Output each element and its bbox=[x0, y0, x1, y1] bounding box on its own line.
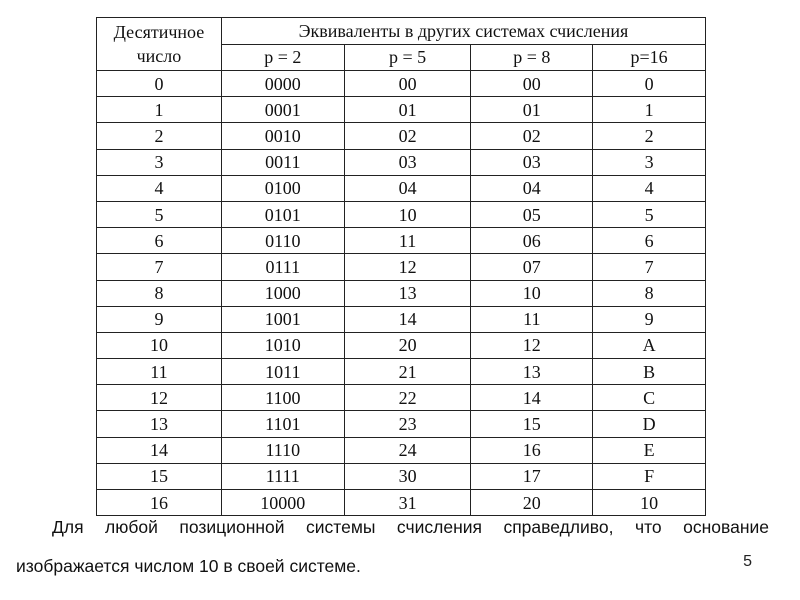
cell-base-16: C bbox=[593, 385, 706, 411]
cell-base-8: 17 bbox=[471, 463, 593, 489]
cell-base-8: 20 bbox=[471, 490, 593, 516]
table-row bbox=[97, 280, 706, 306]
cell-base-5: 24 bbox=[344, 437, 471, 463]
cell-base-5: 23 bbox=[344, 411, 471, 437]
cell-base-2: 0100 bbox=[221, 175, 344, 201]
cell-base-2: 1111 bbox=[221, 463, 344, 489]
header-base-5: p = 5 bbox=[344, 44, 471, 71]
table-row bbox=[97, 411, 706, 437]
cell-base-8: 06 bbox=[471, 228, 593, 254]
cell-decimal: 15 bbox=[97, 463, 222, 489]
table-row bbox=[97, 254, 706, 280]
cell-base-16: 5 bbox=[593, 201, 706, 227]
cell-base-16: 6 bbox=[593, 228, 706, 254]
cell-base-2: 1000 bbox=[221, 280, 344, 306]
table-row bbox=[97, 71, 706, 97]
header-decimal-number bbox=[97, 18, 222, 71]
header-base-16: p=16 bbox=[593, 44, 706, 71]
header-decimal-line1: Десятичное bbox=[113, 22, 205, 42]
header-base-2: p = 2 bbox=[221, 44, 344, 71]
cell-base-5: 20 bbox=[344, 332, 471, 358]
table-row bbox=[97, 463, 706, 489]
cell-base-16: 7 bbox=[593, 254, 706, 280]
cell-base-16: 4 bbox=[593, 175, 706, 201]
table-row bbox=[97, 359, 706, 385]
cell-base-5: 14 bbox=[344, 306, 471, 332]
cell-base-16: 0 bbox=[593, 71, 706, 97]
cell-base-8: 16 bbox=[471, 437, 593, 463]
cell-base-2: 1001 bbox=[221, 306, 344, 332]
cell-base-8: 14 bbox=[471, 385, 593, 411]
cell-decimal: 8 bbox=[97, 280, 222, 306]
cell-decimal: 4 bbox=[97, 175, 222, 201]
note-line-2: изображается числом 10 в своей системе. bbox=[16, 556, 361, 576]
table-row bbox=[97, 123, 706, 149]
header-row bbox=[97, 18, 706, 45]
cell-decimal: 11 bbox=[97, 359, 222, 385]
table-row bbox=[97, 97, 706, 123]
table-row bbox=[97, 490, 706, 516]
cell-base-2: 1011 bbox=[221, 359, 344, 385]
number-systems-table bbox=[96, 17, 706, 516]
cell-base-8: 01 bbox=[471, 97, 593, 123]
cell-base-16: 1 bbox=[593, 97, 706, 123]
cell-base-2: 1010 bbox=[221, 332, 344, 358]
cell-base-16: 8 bbox=[593, 280, 706, 306]
cell-base-5: 01 bbox=[344, 97, 471, 123]
table-row bbox=[97, 306, 706, 332]
cell-decimal: 3 bbox=[97, 149, 222, 175]
cell-base-2: 0110 bbox=[221, 228, 344, 254]
cell-base-5: 00 bbox=[344, 71, 471, 97]
cell-base-8: 11 bbox=[471, 306, 593, 332]
table-row bbox=[97, 201, 706, 227]
cell-base-2: 10000 bbox=[221, 490, 344, 516]
cell-base-16: F bbox=[593, 463, 706, 489]
cell-base-2: 0000 bbox=[221, 71, 344, 97]
cell-base-8: 15 bbox=[471, 411, 593, 437]
cell-base-8: 07 bbox=[471, 254, 593, 280]
cell-base-16: 3 bbox=[593, 149, 706, 175]
cell-base-2: 0101 bbox=[221, 201, 344, 227]
cell-base-16: 10 bbox=[593, 490, 706, 516]
cell-base-2: 0111 bbox=[221, 254, 344, 280]
header-equivalents: Эквиваленты в других системах счисления bbox=[221, 18, 705, 45]
cell-base-16: 2 bbox=[593, 123, 706, 149]
cell-base-5: 10 bbox=[344, 201, 471, 227]
cell-decimal: 7 bbox=[97, 254, 222, 280]
cell-base-8: 02 bbox=[471, 123, 593, 149]
header-base-8: p = 8 bbox=[471, 44, 593, 71]
cell-base-2: 1101 bbox=[221, 411, 344, 437]
cell-decimal: 2 bbox=[97, 123, 222, 149]
cell-base-8: 12 bbox=[471, 332, 593, 358]
cell-base-16: D bbox=[593, 411, 706, 437]
cell-base-8: 03 bbox=[471, 149, 593, 175]
table-row bbox=[97, 228, 706, 254]
cell-base-2: 1100 bbox=[221, 385, 344, 411]
cell-base-5: 22 bbox=[344, 385, 471, 411]
cell-base-5: 21 bbox=[344, 359, 471, 385]
cell-base-5: 11 bbox=[344, 228, 471, 254]
cell-base-5: 03 bbox=[344, 149, 471, 175]
cell-base-5: 13 bbox=[344, 280, 471, 306]
cell-decimal: 0 bbox=[97, 71, 222, 97]
cell-base-5: 31 bbox=[344, 490, 471, 516]
cell-base-2: 0001 bbox=[221, 97, 344, 123]
cell-decimal: 6 bbox=[97, 228, 222, 254]
cell-base-2: 1110 bbox=[221, 437, 344, 463]
cell-base-5: 30 bbox=[344, 463, 471, 489]
page-number: 5 bbox=[743, 553, 752, 570]
cell-base-16: B bbox=[593, 359, 706, 385]
cell-decimal: 10 bbox=[97, 332, 222, 358]
table-row bbox=[97, 437, 706, 463]
cell-base-16: A bbox=[593, 332, 706, 358]
cell-base-5: 04 bbox=[344, 175, 471, 201]
cell-base-5: 12 bbox=[344, 254, 471, 280]
cell-decimal: 16 bbox=[97, 490, 222, 516]
cell-base-8: 00 bbox=[471, 71, 593, 97]
cell-base-8: 13 bbox=[471, 359, 593, 385]
cell-base-2: 0010 bbox=[221, 123, 344, 149]
cell-decimal: 5 bbox=[97, 201, 222, 227]
cell-decimal: 9 bbox=[97, 306, 222, 332]
table-row bbox=[97, 332, 706, 358]
cell-base-8: 05 bbox=[471, 201, 593, 227]
table-row bbox=[97, 175, 706, 201]
table-row bbox=[97, 385, 706, 411]
cell-base-8: 10 bbox=[471, 280, 593, 306]
cell-decimal: 12 bbox=[97, 385, 222, 411]
cell-decimal: 14 bbox=[97, 437, 222, 463]
table-row bbox=[97, 149, 706, 175]
cell-base-16: 9 bbox=[593, 306, 706, 332]
cell-base-8: 04 bbox=[471, 175, 593, 201]
cell-base-16: E bbox=[593, 437, 706, 463]
table-body bbox=[97, 18, 706, 516]
cell-decimal: 13 bbox=[97, 411, 222, 437]
note-line-1: Для любой позиционной системы счисления справедливо, что основание bbox=[52, 517, 769, 537]
header-decimal-line2: число bbox=[136, 46, 182, 66]
cell-base-2: 0011 bbox=[221, 149, 344, 175]
cell-base-5: 02 bbox=[344, 123, 471, 149]
cell-decimal: 1 bbox=[97, 97, 222, 123]
